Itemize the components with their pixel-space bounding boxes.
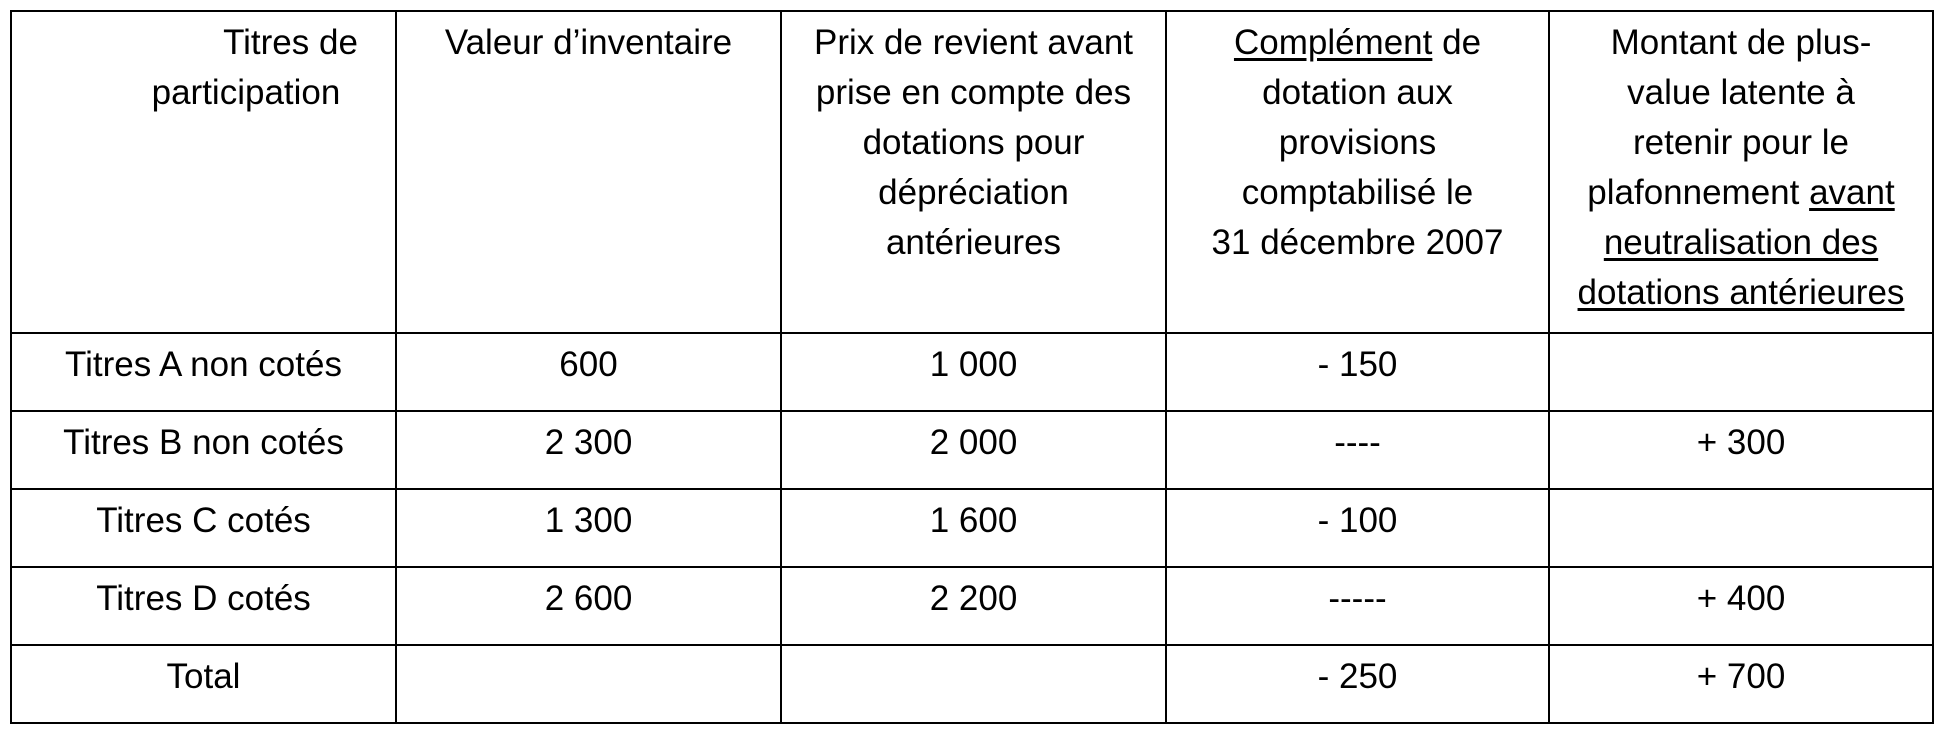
cell-montant: + 700 — [1549, 645, 1933, 723]
cell-complement: ---- — [1166, 411, 1549, 489]
header-complement-dotation: Complément de dotation aux provisions comptabilisé le 31 décembre 2007 — [1166, 11, 1549, 333]
table-row-titres-d — [11, 567, 1933, 645]
cell-prix: 1 000 — [781, 333, 1166, 411]
cell-valeur: 2 600 — [396, 567, 781, 645]
cell-prix: 1 600 — [781, 489, 1166, 567]
cell-montant: + 300 — [1549, 411, 1933, 489]
cell-titre: Titres C cotés — [11, 489, 396, 567]
header-montant-plus-value: Montant de plus- value latente à retenir pour le plafonnement avant neutralisation des dotations antérieures — [1549, 11, 1933, 333]
cell-titre: Titres B non cotés — [11, 411, 396, 489]
cell-titre: Total — [11, 645, 396, 723]
cell-valeur: 600 — [396, 333, 781, 411]
header-row — [11, 11, 1933, 333]
cell-valeur: 2 300 — [396, 411, 781, 489]
cell-valeur: 1 300 — [396, 489, 781, 567]
titres-table — [10, 10, 1934, 724]
header-prix-de-revient: Prix de revient avant prise en compte des dotations pour dépréciation antérieures — [781, 11, 1166, 333]
cell-montant: + 400 — [1549, 567, 1933, 645]
cell-prix: 2 000 — [781, 411, 1166, 489]
cell-montant — [1549, 489, 1933, 567]
table-row-total — [11, 645, 1933, 723]
header-valeur-inventaire: Valeur d’inventaire — [396, 11, 781, 333]
table-row-titres-a — [11, 333, 1933, 411]
cell-titre: Titres A non cotés — [11, 333, 396, 411]
table-row-titres-c — [11, 489, 1933, 567]
cell-prix: 2 200 — [781, 567, 1166, 645]
header-titres-de-participation: Titres de participation — [11, 11, 396, 333]
table-row-titres-b — [11, 411, 1933, 489]
cell-complement: - 250 — [1166, 645, 1549, 723]
cell-complement: - 100 — [1166, 489, 1549, 567]
cell-complement: ----- — [1166, 567, 1549, 645]
cell-prix — [781, 645, 1166, 723]
cell-complement: - 150 — [1166, 333, 1549, 411]
cell-valeur — [396, 645, 781, 723]
cell-montant — [1549, 333, 1933, 411]
cell-titre: Titres D cotés — [11, 567, 396, 645]
